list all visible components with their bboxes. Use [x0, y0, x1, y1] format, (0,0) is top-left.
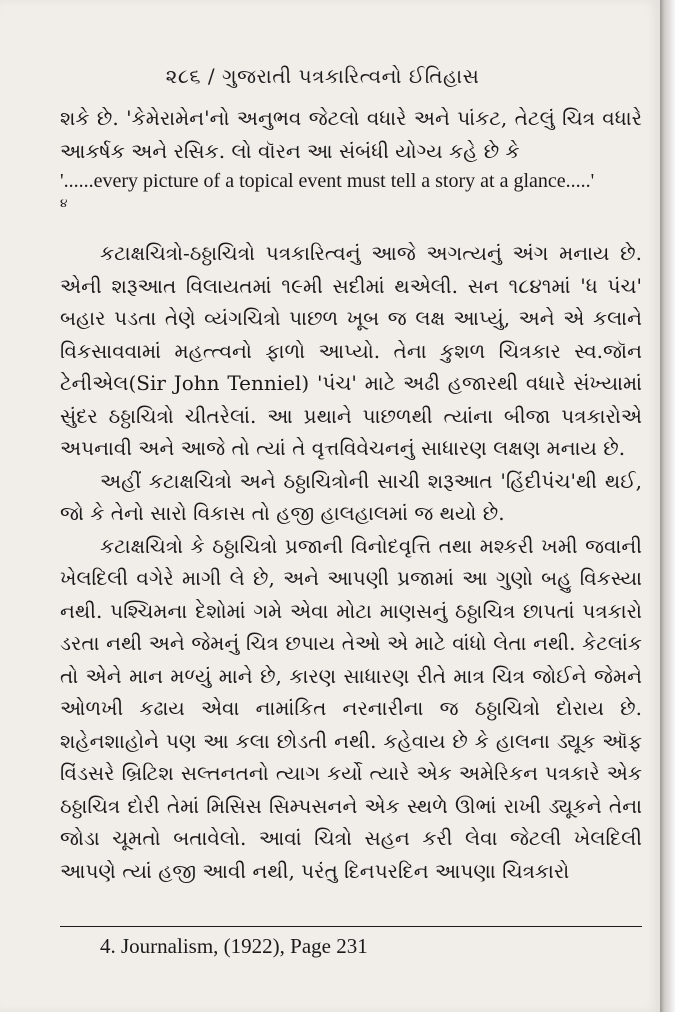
- paragraph-3: અહીં કટાક્ષચિત્રો અને ઠઠ્ઠાચિત્રોની સાચી શરૂઆત 'હિંદીપંચ'થી થઈ, જો કે તેનો સારો વિકાસ તો હજી હાલહાલમાં જ થયો છે.: [60, 468, 642, 525]
- paragraph-2: કટાક્ષચિત્રો-ઠઠ્ઠાચિત્રો પત્રકારિત્વનું આજે અગત્યનું અંગ મનાય છે. એની શરૂઆત વિલાયતમાં ૧૯મી સદીમાં થએલી. સન ૧૮૪૧માં 'ધ પંચ' બહાર પડતા તેણે વ્યંગચિત્રો પાછળ ખૂબ જ લક્ષ આપ્યું, અને એ કલાને વિકસાવવામાં મહત્ત્વનો ફાળો આપ્યો. તેના કુશળ ચિત્રકાર સ્વ.જૉન ટેનીએલ(Sir John Tenniel) 'પંચ' માટે અઢી હજારથી વધારે સંખ્યામાં સુંદર ઠઠ્ઠાચિત્રો ચીતરેલાં. આ પ્રથાને પાછળથી ત્યાંના બીજા પત્રકારોએ અપનાવી અને આજે તો ત્યાં તે વૃત્તવિવેચનનું સાધારણ લક્ષણ મનાય છે.: [60, 241, 642, 460]
- footnote-rule: [60, 926, 642, 927]
- footnote-marker: ૪: [60, 196, 68, 210]
- paragraph-gap: [60, 219, 642, 237]
- english-quote: '......every picture of a topical event must tell a story at a glance.....': [60, 170, 595, 192]
- running-header: ૨૮૬ / ગુજરાતી પત્રકારિત્વનો ઈતિહાસ: [165, 64, 480, 88]
- footnote: 4. Journalism, (1922), Page 231: [100, 934, 368, 958]
- page-body: [60, 102, 642, 887]
- page-edge-shadow: [660, 0, 675, 1012]
- paragraph-4: કટાક્ષચિત્રો કે ઠઠ્ઠાચિત્રો પ્રજાની વિનોદવૃત્તિ તથા મશ્કરી ખમી જવાની ખેલદિલી વગેરે માગી લે છે, અને આપણી પ્રજામાં આ ગુણો બહુ વિકસ્યા નથી. પશ્ચિમના દેશોમાં ગમે એવા મોટા માણસનું ઠઠ્ઠાચિત્ર છાપતાં પત્રકારો ડરતા નથી અને જેમનું ચિત્ર છપાય તેઓ એ માટે વાંધો લેતા નથી. કેટલાંક તો એને માન મળ્યું માને છે, કારણ સાધારણ રીતે માત્ર ચિત્ર જોઈને જેમને ઓળખી કઢાય એવા નામાંકિત નરનારીના જ ઠઠ્ઠાચિત્રો દોરાય છે. શહેનશાહોને પણ આ કલા છોડતી નથી. કહેવાય છે કે હાલના ડ્યૂક ઑફ વિંડસરે બ્રિટિશ સલ્તનતનો ત્યાગ કર્યો ત્યારે એક અમેરિકન પત્રકારે એક ઠઠ્ઠાચિત્ર દોરી તેમાં મિસિસ સિમ્પસનને એક સ્થળે ઊભાં રાખી ડ્યૂકને તેના જોડા ચૂમતો બતાવેલો. આવાં ચિત્રો સહન કરી લેવા જેટલી ખેલદિલી આપણે ત્યાં હજી આવી નથી, પરંતુ દિનપરદિન આપણા ચિત્રકારો: [60, 533, 642, 883]
- paragraph-1: શકે છે. 'કેમેરામેન'નો અનુભવ જેટલો વધારે અને પાંકટ, તેટલું ચિત્ર વધારે આકર્ષક અને રસિક. લો વૉરન આ સંબંધી યોગ્ય કહે છે કે: [60, 106, 642, 163]
